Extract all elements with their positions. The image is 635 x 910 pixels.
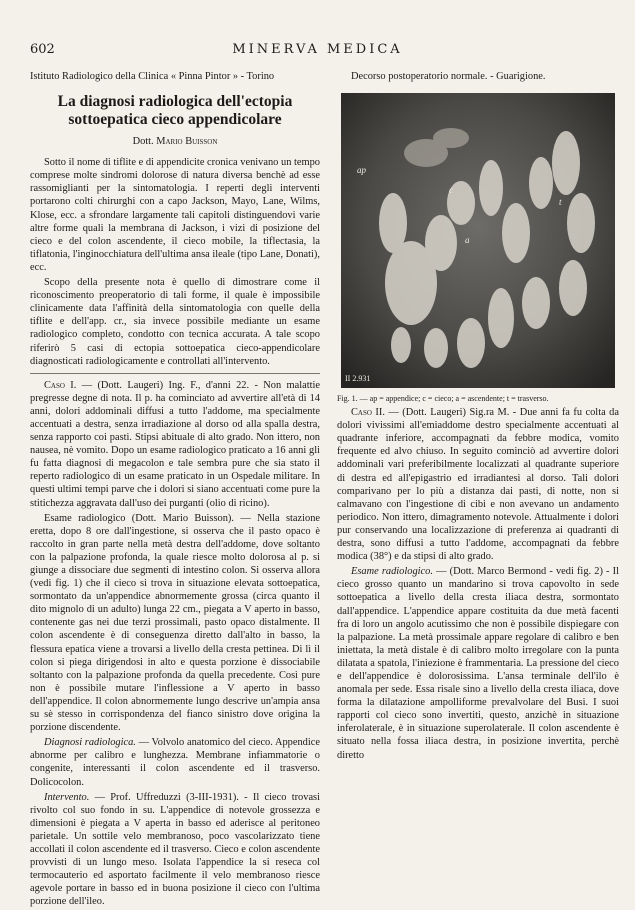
case-1-intervention-text: — Prof. Uffreduzzi (3-III-1931). - Il cieco trovasi rivolto col suo fondo in su. L'appendice di notevole grossezza e dimensioni è piegata a V aperta in basso ed aderisce al peritoneo parietale. Un sottile velo membranoso, poco vascolarizzato tiene accollati il colon ascendente ed il trasverso. Cieco e colon ascendente provvisti di un lungo meso. Isolata l'appendice la si reseca col termocauterio ed asportato facilmente il velo membranoso riesce agevole portare in basso ed in buona posizione il cieco con l'ultima porzione dell'ileo. xyxy=(30,791,320,908)
author-name: Mario Buisson xyxy=(156,136,218,148)
intro-paragraph-2: Scopo della presente nota è quello di dimostrare come il riconoscimento preoperatorio di tali forme, il quale è impossibile clinicamente data l'affinità della sintomatologia con quelle della tiflite e dell'app. cr., sia invece possibile mediante un esame radiologico completo, condotto con tecnica accurata. A tale scopo riferirò 5 casi di ectopia sottoepatica cieco-appendicolare diagnosticati radiologicamente e controllati all'intervento. xyxy=(30,277,320,367)
case-2-exam-text: — (Dott. Marco Bermond - vedi fig. 2) - Il cieco grosso quanto un mandarino si trova capovolto in sede sottoepatica a livello della cresta iliaca destra, sormontato dall'appendice. L'appendice appare costituita da due metà facenti fra di loro un angolo acutissimo che non è possibile dispiegare con la palpazione. La metà prossimale appare regolare di calibro e ben iniettata, la metà distale è di calibro molto irregolare con la punta dilatata a spatola, l'iniezione è frammentaria. La pressione del cieco e dell'appendice è dolorosissima. L'ansa terminale dell'ilo è anomala per sede. Essa risale sino a livello della cresta iliaca, dove forma la dilatazione ampolliforme prevalvolare del Busi. I suoi rapporti col cieco sono invertiti, questo, anzichè in situazione inferolaterale, è in situazione superolaterale. Il colon ascendente è situato nella fossa iliaca destra, in posizione invertita, perchè diretto xyxy=(337,566,619,761)
case-1-intervention xyxy=(30,791,320,909)
case-1-diagnosis-text: — Volvolo anatomico del cieco. Appendice abnorme per calibro e lunghezza. Membrane infiammatorie o congenite, interessanti il colon ascendente ed il trasverso. Dolicocolon. xyxy=(30,737,320,788)
article-title: La diagnosi radiologica dell'ectopia sottoepatica cieco appendicolare xyxy=(57,93,293,129)
case-1-paragraph xyxy=(30,379,320,510)
case-2-paragraph xyxy=(337,406,619,563)
affiliation: Istituto Radiologico della Clinica « Pinna Pintor » - Torino xyxy=(30,71,275,82)
case-2-label: Caso II. xyxy=(351,407,385,419)
case-1-exam: Esame radiologico (Dott. Mario Buisson). — Nella stazione eretta, dopo 8 ore dall'ingestione, si osserva che il pasto opaco è raccolto in gran parte nella metà destra dell'addome, dove soltanto con la palpazione profonda, la quale riesce molto dolorosa al p. si giunge a dissociare due segmenti di intestino colon. Si osserva allora (vedi fig. 1) che il cieco si trova in situazione elevata sottoepatica, sormontato da un'appendice abnormemente grossa (circa quanto il dito mignolo di un adulto) lunga 22 cm., piegata a V aperto in basso, contenente gas nei due terzi prossimali, pasto opaco distalmente. Il colon ascendente è di conseguenza diretto dall'alto in basso, la flessura epatica viene a trovarsi a livello della cresta pettinea. Di lì il colon si piega dirigendosi in alto e questa porzione è dissociabile soltanto con la palpazione profonda da quella precedente. Così pure non è possibile mutare l'inflessione a V aperto in basso dell'appendice. Il colon abnormemente lungo descrive un'ampia ansa su sè stesso in corrispondenza del fianco sinistro dove origina la porzione discendente. xyxy=(30,512,320,734)
section-rule xyxy=(30,373,320,374)
case-1-postop: Decorso postoperatorio normale. - Guarigione. xyxy=(351,71,546,82)
intro-paragraph-1: Sotto il nome di tiflite e di appendicite cronica venivano un tempo comprese molte sindromi dolorose di natura diversa benchè ad esse rassomiglianti per la sintomatologia. I reperti degli interventi portarono colti chirurghi con a capo Jackson, Mayo, Lane, Wilms, Klose, ecc. a sfrondare largamente tali capitoli distinguendovi varie altre forme quali la membrana di Jackson, i vizi di posizione del cieco e del colon ascendente, il cieco mobile, la tiflectasia, la tiflatonia, l'inginocchiatura dell'ultima ansa ileale (tipo Lane, Donati), ecc. xyxy=(30,157,320,273)
journal-running-head: MINERVA MEDICA xyxy=(232,42,403,57)
right-column xyxy=(337,70,619,764)
case-2-exam-label: Esame radiologico. xyxy=(351,566,433,578)
figure-plate-number: II 2.931 xyxy=(345,374,371,384)
case-1-diagnosis xyxy=(30,736,320,788)
case-1-diagnosis-label: Diagnosi radiologica. xyxy=(44,737,136,749)
figure-label-t: t xyxy=(559,197,562,208)
figure-caption: Fig. 1. — ap = appendice; c = cieco; a = ascendente; t = trasverso. xyxy=(337,394,549,404)
left-column xyxy=(30,70,320,910)
radiograph-image xyxy=(341,93,615,388)
case-1-label: Caso I. xyxy=(44,379,77,391)
case-2-exam xyxy=(337,565,619,761)
case-1-intervention-label: Intervento. xyxy=(44,791,90,803)
page-number: 602 xyxy=(30,42,55,57)
author-line xyxy=(30,135,320,148)
radiograph-figure-1 xyxy=(341,93,615,388)
case-2-text: — (Dott. Laugeri) Sig.ra M. - Due anni fa fu colta da dolori vivissimi all'emiaddome destro specialmente accentuati al quadrante inferiore, accompagnati da febbre modica, vomito frequente ed alvo chiuso. In seguito cominciò ad avvertire dolori addominali vari preferibilmente localizzati al quadrante superiore di destra ed all'epigastrio ed irradiantesi al dorso. Tali dolori comparivano per lo più a distanza dai pasti, di notte, non si calmavano con l'ingestione di cibi e non avevano un andamento periodico. Non ittero, dimagramento notevole. Attualmente i dolori pur conservando una localizzazione di preferenza ai quadranti di destra, sono diffusi a tutto l'addome, accompagnati da febbre modica (38°) e da stipsi di alto grado. xyxy=(337,407,619,563)
figure-label-ap: ap xyxy=(357,165,366,176)
case-1-text: — (Dott. Laugeri) Ing. F., d'anni 22. - Non malattie pregresse degne di nota. Il p. ha cominciato ad avvertire all'età di 14 anni, dolori addominali diffusi a tutto l'addome, ma specialmente accentuati a destra, senza irradiazione al dorso od alla spalla destra, senza rapporto coi pasti. Stipsi abituale di alto grado. Non ittero, non nausea, nè vomito. Dopo un esame radiologico praticato a 16 anni gli fu fatta diagnosi di megacolon e tale sembra pure che sia stato il reperto radiologico di un esame praticato in un Ospedale militare. In questi ultimi tempi parve che i dolori si siano accentuati come pure la stitichezza aggravata dall'uso dei purganti (olio di ricino). xyxy=(30,379,320,509)
figure-label-a: a xyxy=(465,235,470,246)
figure-label-c: c xyxy=(449,185,453,196)
author-prefix: Dott. xyxy=(132,136,154,148)
